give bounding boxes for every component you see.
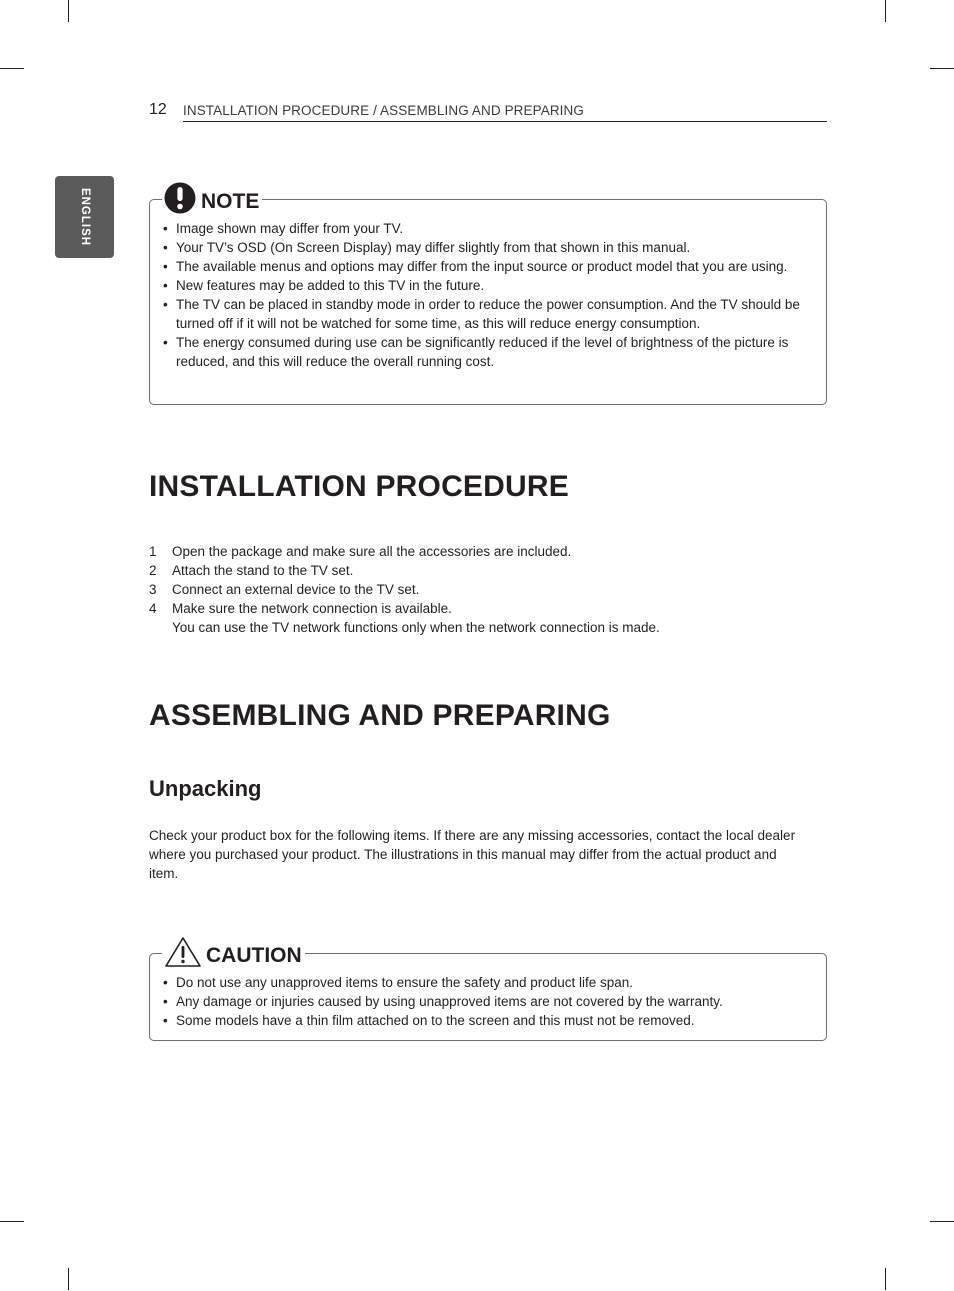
header-rule bbox=[183, 121, 827, 122]
note-item: • The energy consumed during use can be significantly reduced if the level of brightness of the picture is reduced, and this will reduce the overall running cost. bbox=[150, 333, 826, 371]
step-item bbox=[149, 542, 827, 561]
installation-heading: INSTALLATION PROCEDURE bbox=[149, 470, 569, 503]
crop-mark bbox=[0, 1221, 24, 1222]
page-header bbox=[149, 100, 827, 122]
caution-box bbox=[149, 944, 827, 1041]
step-number: 1 bbox=[149, 544, 157, 559]
step-text: Open the package and make sure all the accessories are included. bbox=[172, 544, 572, 559]
crop-mark bbox=[68, 0, 69, 22]
step-text: Connect an external device to the TV set. bbox=[172, 582, 420, 597]
running-header-title: INSTALLATION PROCEDURE / ASSEMBLING AND PREPARING bbox=[183, 103, 584, 118]
caution-label bbox=[162, 936, 305, 968]
note-item: • New features may be added to this TV in the future. bbox=[150, 276, 826, 295]
exclamation-icon bbox=[164, 182, 198, 214]
note-item: • Your TV’s OSD (On Screen Display) may differ slightly from that shown in this manual. bbox=[150, 238, 826, 257]
step-item bbox=[149, 561, 827, 580]
caution-item: • Do not use any unapproved items to ensure the safety and product life span. bbox=[150, 973, 826, 992]
note-label bbox=[162, 182, 262, 214]
note-list bbox=[150, 219, 826, 371]
step-number: 3 bbox=[149, 582, 157, 597]
crop-mark bbox=[0, 68, 24, 69]
unpacking-paragraph: Check your product box for the following items. If there are any missing accessories, contact the local dealer where you purchased your product. The illustrations in this manual may differ from the actual product and item. bbox=[149, 828, 796, 881]
crop-mark bbox=[885, 1268, 886, 1290]
crop-mark bbox=[930, 1221, 954, 1222]
caution-title: CAUTION bbox=[206, 944, 302, 967]
step-subtext: You can use the TV network functions only when the network connection is made. bbox=[172, 620, 660, 635]
caution-item: • Any damage or injuries caused by using unapproved items are not covered by the warranty. bbox=[150, 992, 826, 1011]
caution-list bbox=[150, 973, 826, 1030]
note-box bbox=[149, 190, 827, 405]
crop-mark bbox=[930, 68, 954, 69]
step-item bbox=[149, 580, 827, 599]
warning-triangle-icon bbox=[164, 936, 202, 968]
crop-mark bbox=[885, 0, 886, 22]
assembling-heading: ASSEMBLING AND PREPARING bbox=[149, 699, 611, 732]
step-number: 2 bbox=[149, 563, 157, 578]
installation-steps bbox=[149, 542, 827, 637]
language-tab bbox=[55, 176, 114, 258]
note-title: NOTE bbox=[201, 190, 260, 213]
crop-mark bbox=[68, 1268, 69, 1290]
note-item: • The TV can be placed in standby mode in order to reduce the power consumption. And the TV should be turned off if it will not be watched for some time, as this will reduce energy consumption. bbox=[150, 295, 826, 333]
unpacking-heading: Unpacking bbox=[149, 776, 262, 801]
caution-item: • Some models have a thin film attached on to the screen and this must not be removed. bbox=[150, 1011, 826, 1030]
step-number: 4 bbox=[149, 601, 157, 616]
note-item: • The available menus and options may differ from the input source or product model that you are using. bbox=[150, 257, 826, 276]
note-item: • Image shown may differ from your TV. bbox=[150, 219, 826, 238]
step-item bbox=[149, 599, 827, 637]
page-number: 12 bbox=[149, 101, 167, 118]
language-tab-label: ENGLISH bbox=[78, 187, 91, 247]
step-text: Make sure the network connection is available. bbox=[172, 601, 452, 616]
step-text: Attach the stand to the TV set. bbox=[172, 563, 354, 578]
